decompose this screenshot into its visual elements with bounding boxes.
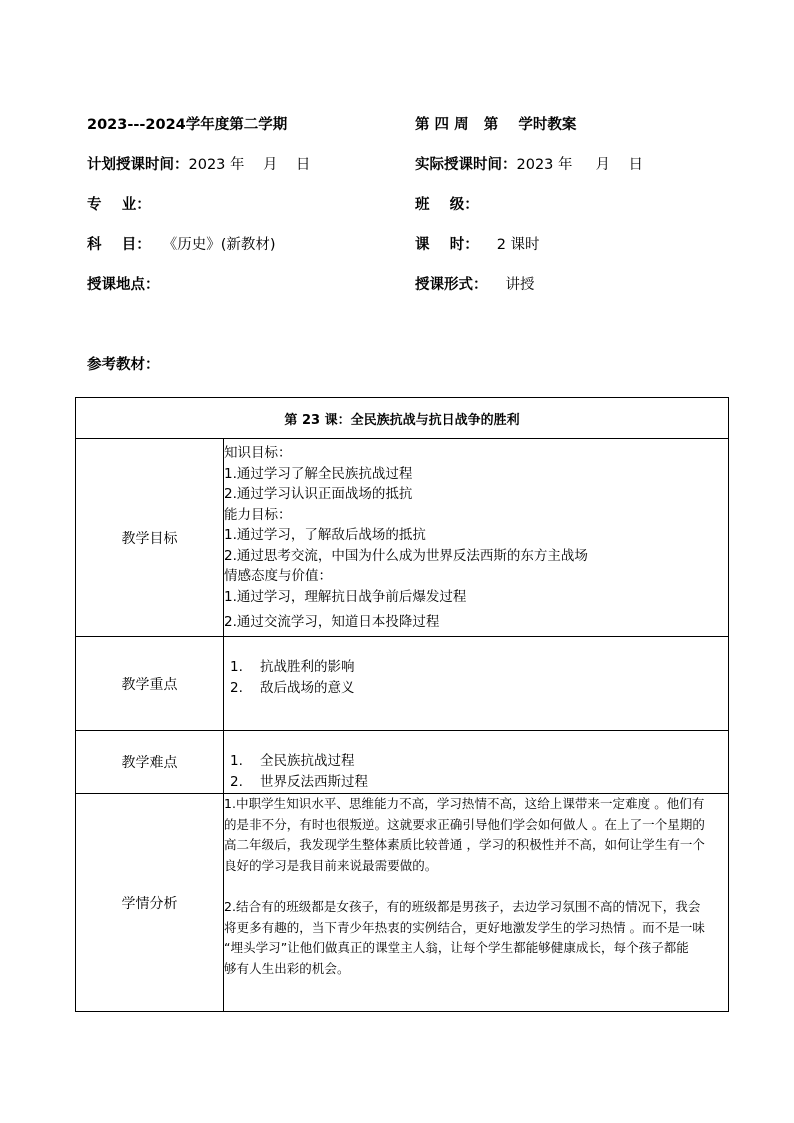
difficulties-cell <box>224 731 729 794</box>
difficulty-item: 1. 全民族抗战过程 <box>230 753 355 769</box>
key-point-item: 1. 抗战胜利的影响 <box>230 659 355 675</box>
objectives-cell <box>224 439 729 637</box>
analysis-cell <box>224 794 729 1012</box>
place-label: 授课地点： <box>87 277 160 293</box>
subject-label: 科 目： <box>87 237 151 253</box>
analysis-line: 良好的学习是我目前来说最需要做的。 <box>224 857 438 873</box>
objective-line: 情感态度与价值： <box>224 568 332 584</box>
analysis-line: 将更多有趣的，当下青少年热衷的实例结合，更好地激发学生的学习热情 。而不是一味 <box>224 919 705 935</box>
form-row <box>415 273 535 294</box>
hours-row <box>415 233 540 254</box>
week-label: 第 四 周 第 学时教案 <box>415 117 577 133</box>
planned-time-row <box>87 153 310 174</box>
form-label: 授课形式： <box>415 277 488 293</box>
lesson-title: 第 23 课：全民族抗战与抗日战争的胜利 <box>76 398 729 439</box>
analysis-label: 学情分析 <box>76 794 224 1012</box>
hours-value: 2 课时 <box>496 237 540 253</box>
actual-time-value: 2023 年 月 日 <box>516 157 643 173</box>
reference-label: 参考教材： <box>87 357 160 373</box>
subject-value: 《历史》(新教材) <box>162 237 276 253</box>
class-label: 班 级： <box>415 197 479 213</box>
actual-time-label: 实际授课时间： <box>415 157 517 173</box>
objective-line: 2.通过学习认识正面战场的抵抗 <box>224 486 413 502</box>
major-label: 专 业： <box>87 197 151 213</box>
actual-time-row <box>415 153 643 174</box>
term-label: 2023---2024学年度第二学期 <box>87 117 288 133</box>
objective-line: 2.通过交流学习，知道日本投降过程 <box>224 614 440 630</box>
objective-line: 能力目标： <box>224 506 292 523</box>
objective-line: 1.通过学习，了解敌后战场的抵抗 <box>224 527 426 543</box>
analysis-line: 的是非不分，有时也很叛逆。这就要求正确引导他们学会如何做人 。在上了一个星期的 <box>224 816 705 832</box>
analysis-line: 2.结合有的班级都是女孩子，有的班级都是男孩子，去边学习氛围不高的情况下，我会 <box>224 899 701 914</box>
analysis-line: “埋头学习”让他们做真正的课堂主人翁，让每个学生都能够健康成长，每个孩子都能 <box>224 940 689 955</box>
objective-line: 1.通过学习了解全民族抗战过程 <box>224 465 413 482</box>
difficulty-item: 2. 世界反法西斯过程 <box>230 773 369 790</box>
planned-time-value: 2023 年 月 日 <box>188 157 311 173</box>
planned-time-label: 计划授课时间： <box>87 157 189 173</box>
difficulties-label: 教学难点 <box>76 731 224 794</box>
objectives-label: 教学目标 <box>76 439 224 637</box>
analysis-line: 高二年级后，我发现学生整体素质比较普通 ，学习的积极性并不高，如何让学生有一个 <box>224 837 705 852</box>
key-points-cell <box>224 637 729 731</box>
form-value: 讲授 <box>505 277 535 293</box>
objective-line: 1.通过学习，理解抗日战争前后爆发过程 <box>224 588 467 605</box>
objective-line: 知识目标： <box>224 445 292 461</box>
key-point-item: 2. 敌后战场的意义 <box>230 679 355 696</box>
objective-line: 2.通过思考交流，中国为什么成为世界反法西斯的东方主战场 <box>224 547 588 564</box>
analysis-line: 够有人生出彩的机会。 <box>224 960 350 976</box>
lesson-plan-table <box>75 397 729 1012</box>
key-points-label: 教学重点 <box>76 637 224 731</box>
hours-label: 课 时： <box>415 237 479 253</box>
subject-row <box>87 233 276 254</box>
analysis-line: 1.中职学生知识水平、思维能力不高，学习热情不高，这给上课带来一定难度 。他们有 <box>224 796 705 811</box>
